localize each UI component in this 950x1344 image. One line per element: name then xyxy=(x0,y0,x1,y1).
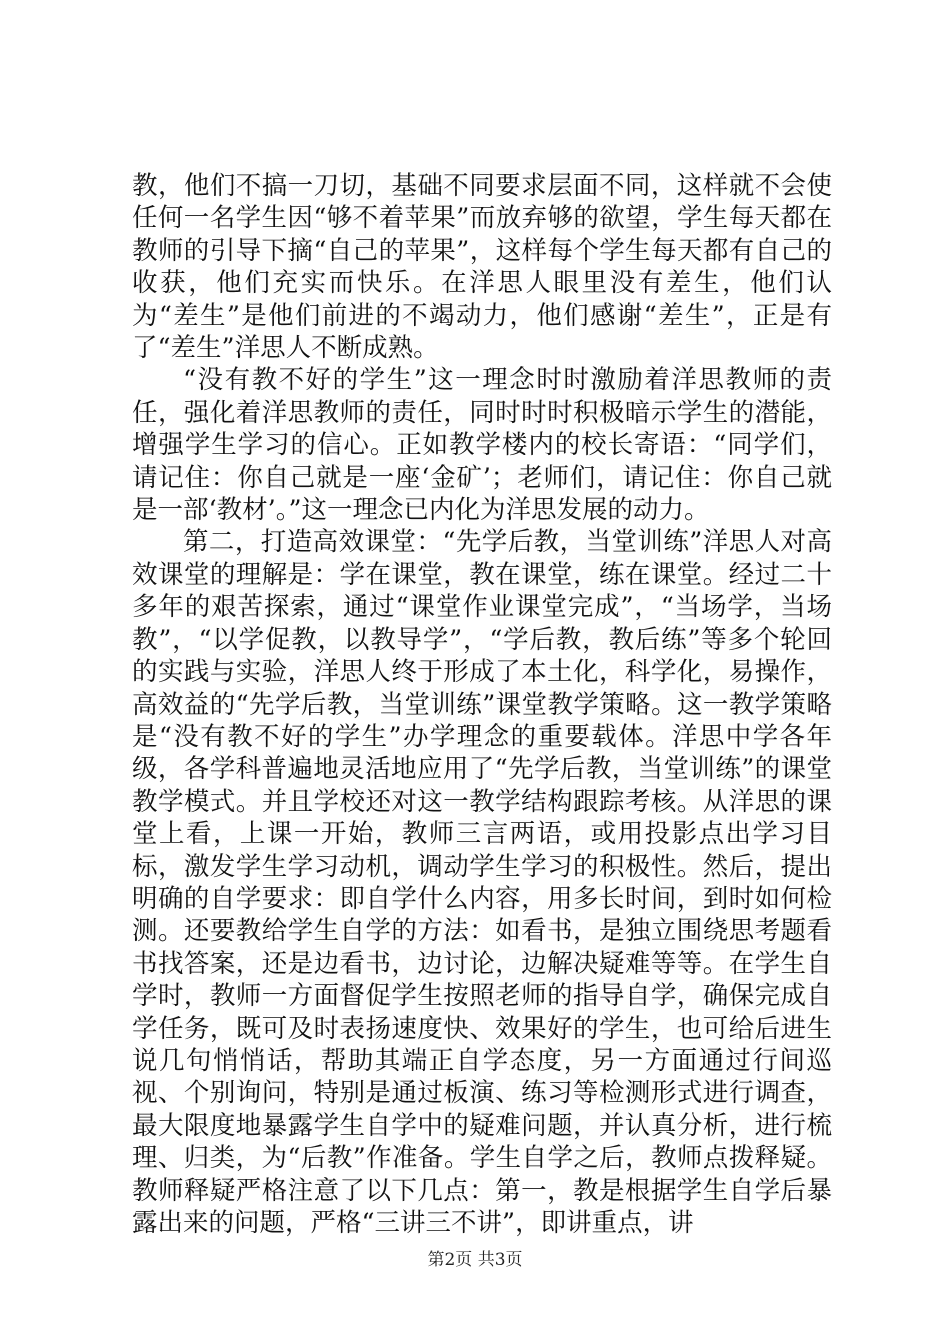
paragraph-2: “没有教不好的学生”这一理念时时激励着洋思教师的责任，强化着洋思教师的责任，同时时时积极暗示学生的潜能，增强学生学习的信心。正如教学楼内的校长寄语：“同学们，请记住：你自己就是一座‘金矿’；老师们，请记住：你自己就是一部‘教材’。”这一理念已内化为洋思发展的动力。 xyxy=(132,365,832,526)
paragraph-3: 第二，打造高效课堂：“先学后教，当堂训练”洋思人对高效课堂的理解是：学在课堂，教在课堂，练在课堂。经过二十多年的艰苦探索，通过“课堂作业课堂完成”，“当场学，当场教”，“以学促教，以教导学”，“学后教，教后练”等多个轮回的实践与实验，洋思人终于形成了本土化，科学化，易操作，高效益的“先学后教，当堂训练”课堂教学策略。这一教学策略是“没有教不好的学生”办学理念的重要载体。洋思中学各年级，各学科普遍地灵活地应用了“先学后教，当堂训练”的课堂教学模式。并且学校还对这一教学结构跟踪考核。从洋思的课堂上看，上课一开始，教师三言两语，或用投影点出学习目标，激发学生学习动机，调动学生学习的积极性。然后，提出明确的自学要求：即自学什么内容，用多长时间，到时如何检测。还要教给学生自学的方法：如看书，是独立围绕思考题看书找答案，还是边看书，边讨论，边解决疑难等等。在学生自学时，教师一方面督促学生按照老师的指导自学，确保完成自学任务，既可及时表扬速度快、效果好的学生，也可给后进生说几句悄悄话，帮助其端正自学态度，另一方面通过行间巡视、个别询问，特别是通过板演、练习等检测形式进行调查，最大限度地暴露学生自学中的疑难问题，并认真分析，进行梳理、归类，为“后教”作准备。学生自学之后，教师点拨释疑。教师释疑严格注意了以下几点：第一，教是根据学生自学后暴露出来的问题，严格“三讲三不讲”，即讲重点，讲 xyxy=(132,527,832,1238)
document-body xyxy=(132,170,832,1239)
page-footer: 第2页 共3页 xyxy=(427,1250,523,1270)
paragraph-1: 教，他们不搞一刀切，基础不同要求层面不同，这样就不会使任何一名学生因“够不着苹果”而放弃够的欲望，学生每天都在教师的引导下摘“自己的苹果”，这样每个学生每天都有自己的收获，他们充实而快乐。在洋思人眼里没有差生，他们认为“差生”是他们前进的不竭动力，他们感谢“差生”，正是有了“差生”洋思人不断成熟。 xyxy=(132,171,832,364)
